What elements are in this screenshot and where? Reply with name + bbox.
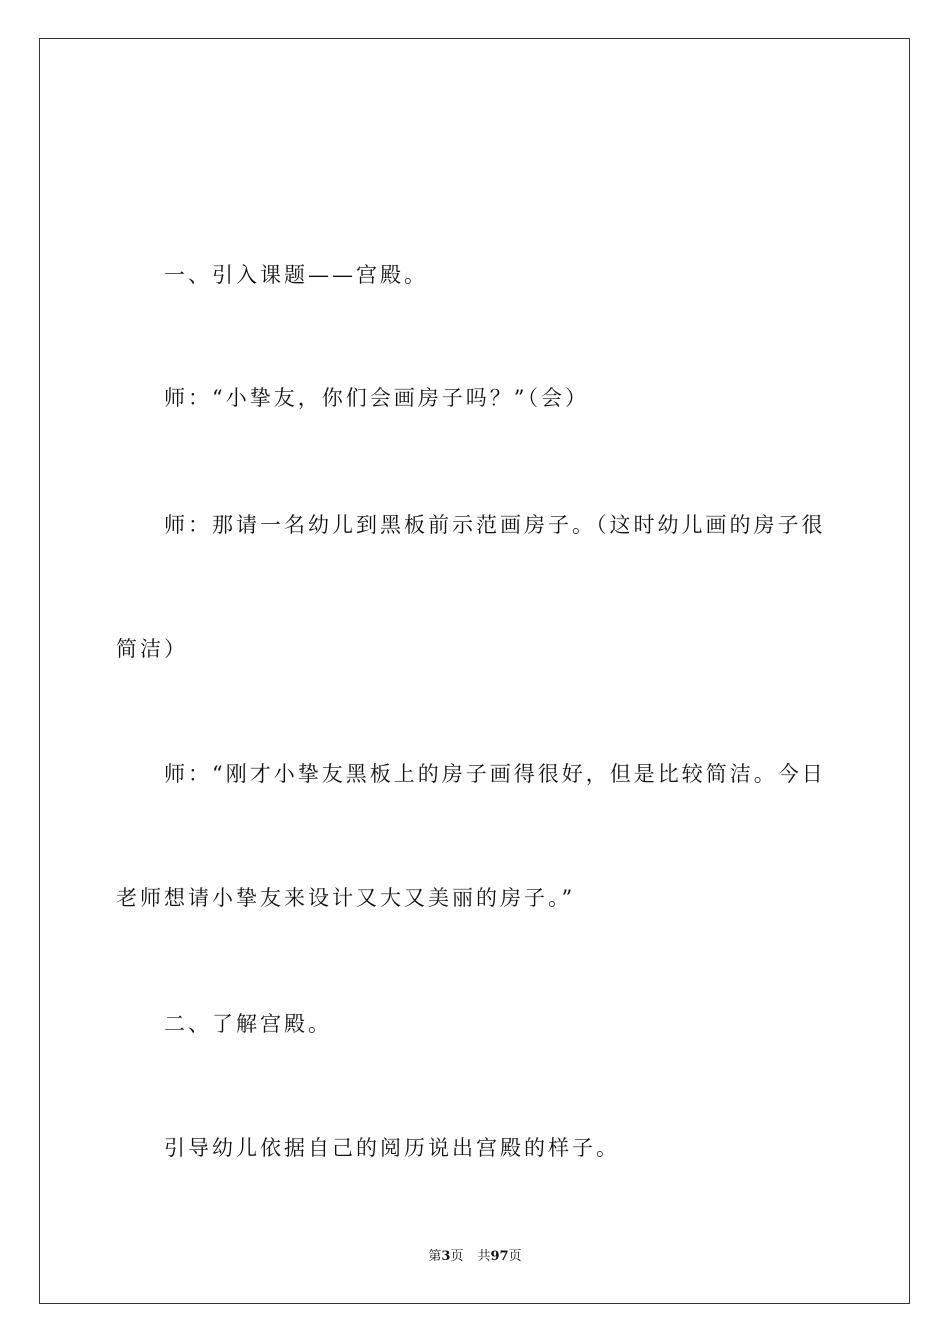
page-footer: [0, 1249, 950, 1265]
dialogue-line-continuation: 简洁）: [116, 637, 188, 661]
footer-page-suffix: 页: [450, 1249, 464, 1264]
section-heading-2: 二、了解宫殿。: [164, 1012, 332, 1036]
body-paragraph: 引导幼儿依据自己的阅历说出宫殿的样子。: [164, 1136, 620, 1160]
footer-total-number: 97: [490, 1249, 509, 1264]
footer-page-number: 3: [441, 1249, 451, 1264]
footer-page-prefix: 第: [428, 1249, 442, 1264]
section-heading-1: 一、引入课题——宫殿。: [164, 263, 428, 287]
dialogue-line-continuation: 老师想请小挚友来设计又大又美丽的房子。”: [116, 886, 576, 910]
footer-total-suffix: 页: [508, 1249, 522, 1264]
page-border: [39, 38, 910, 1304]
dialogue-line: 师：那请一名幼儿到黑板前示范画房子。（这时幼儿画的房子很: [164, 513, 826, 537]
dialogue-line: 师：“刚才小挚友黑板上的房子画得很好，但是比较简洁。今日: [164, 762, 826, 786]
dialogue-line: 师：“小挚友，你们会画房子吗？”（会）: [164, 386, 589, 410]
footer-total-prefix: 共: [477, 1249, 491, 1264]
